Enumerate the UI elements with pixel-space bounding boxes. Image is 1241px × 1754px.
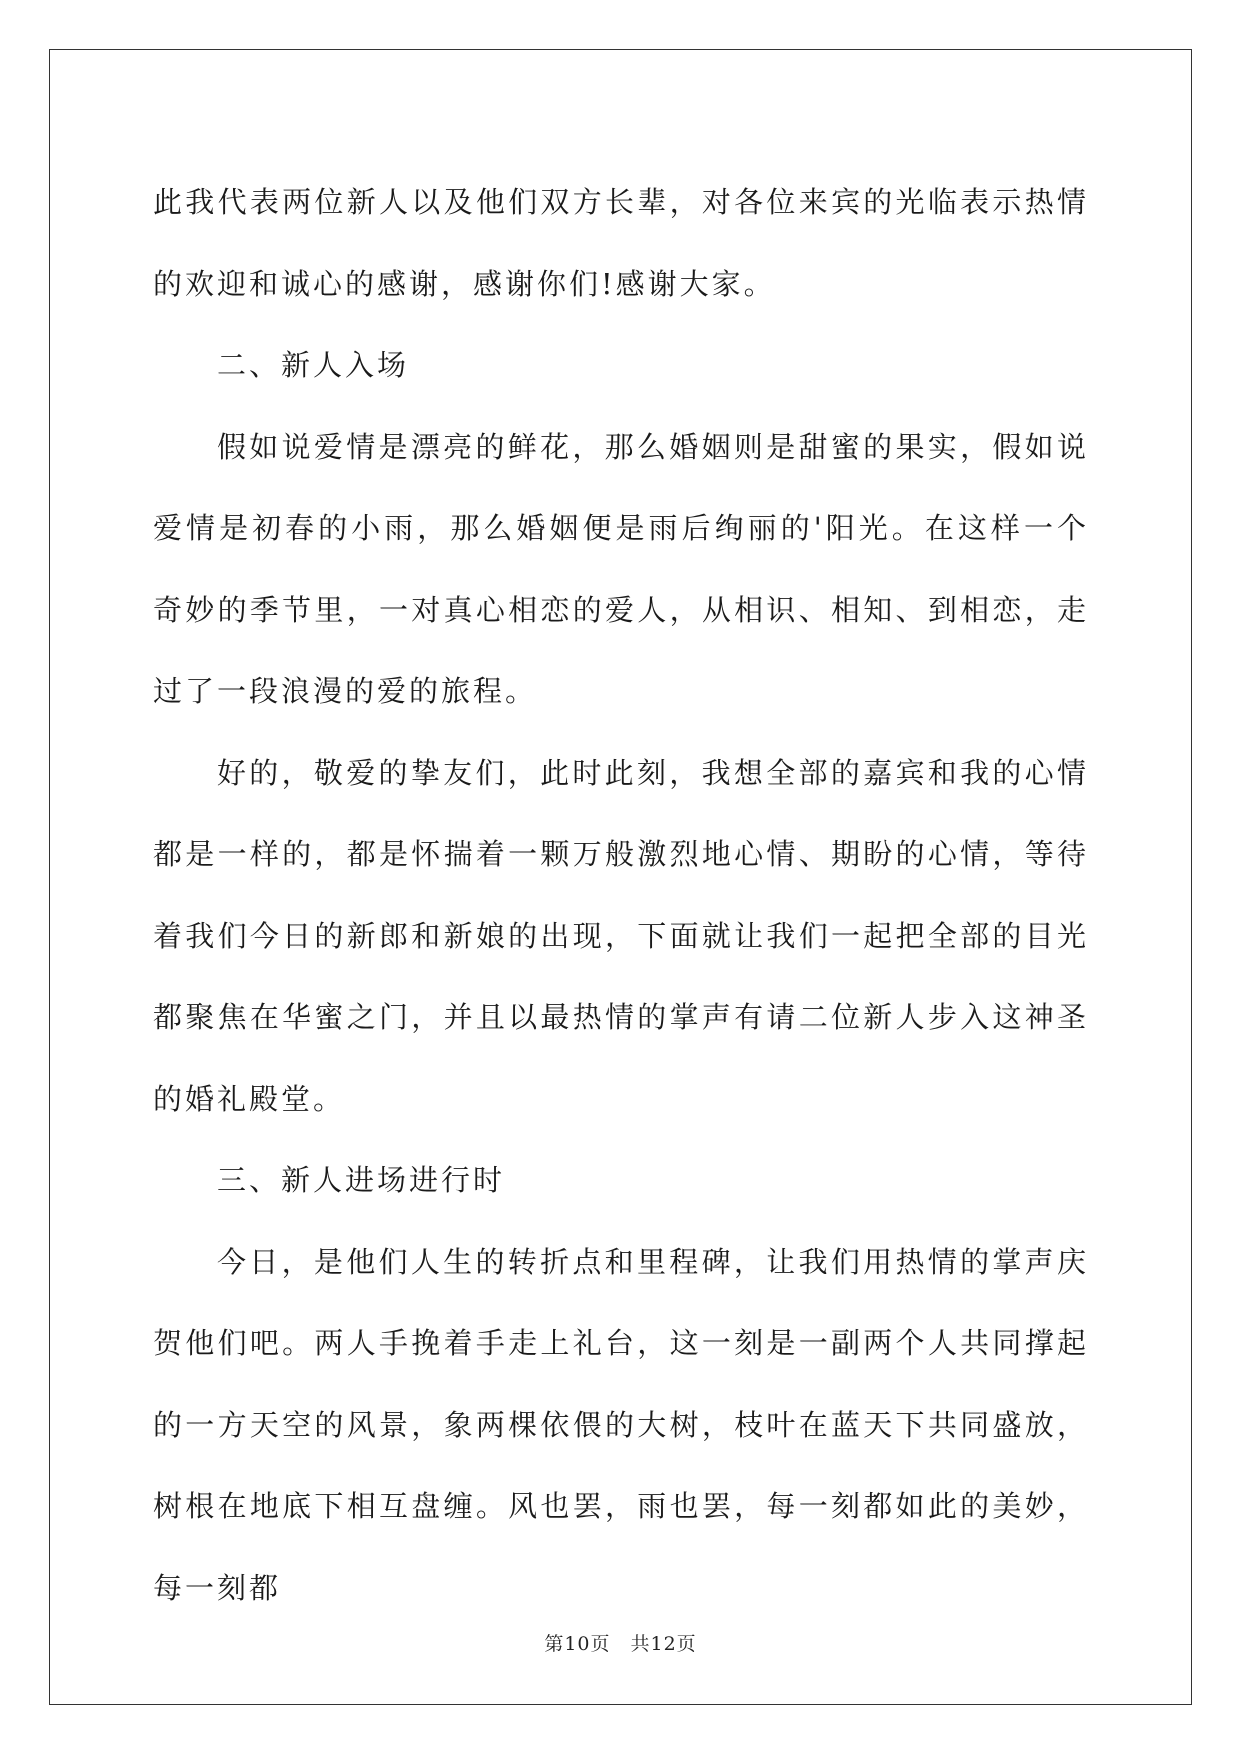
section-heading-2: 二、新人入场 xyxy=(217,348,410,382)
paragraph-3: 好的，敬爱的挚友们，此时此刻，我想全部的嘉宾和我的心情都是一样的，都是怀揣着一颗万般激烈地心情、期盼的心情，等待着我们今日的新郎和新娘的出现，下面就让我们一起把全部的目光都聚焦在华蜜之门，并且以最热情的掌声有请二位新人步入这神圣的婚礼殿堂。 xyxy=(153,755,1089,1116)
document-body xyxy=(153,162,1089,1629)
paragraph-1: 此我代表两位新人以及他们双方长辈，对各位来宾的光临表示热情的欢迎和诚心的感谢，感谢你们!感谢大家。 xyxy=(153,185,1089,301)
paragraph-2: 假如说爱情是漂亮的鲜花，那么婚姻则是甜蜜的果实，假如说爱情是初春的小雨，那么婚姻便是雨后绚丽的'阳光。在这样一个奇妙的季节里，一对真心相恋的爱人，从相识、相知、到相恋，走过了一段浪漫的爱的旅程。 xyxy=(153,429,1089,708)
page-footer xyxy=(0,1629,1241,1656)
section-heading-3: 三、新人进场进行时 xyxy=(217,1163,506,1197)
page-number: 第10页 共12页 xyxy=(544,1633,697,1655)
paragraph-4: 今日，是他们人生的转折点和里程碑，让我们用热情的掌声庆贺他们吧。两人手挽着手走上礼台，这一刻是一副两个人共同撑起的一方天空的风景，象两棵依偎的大树，枝叶在蓝天下共同盛放，树根在地底下相互盘缠。风也罢，雨也罢，每一刻都如此的美妙，每一刻都 xyxy=(153,1244,1089,1605)
